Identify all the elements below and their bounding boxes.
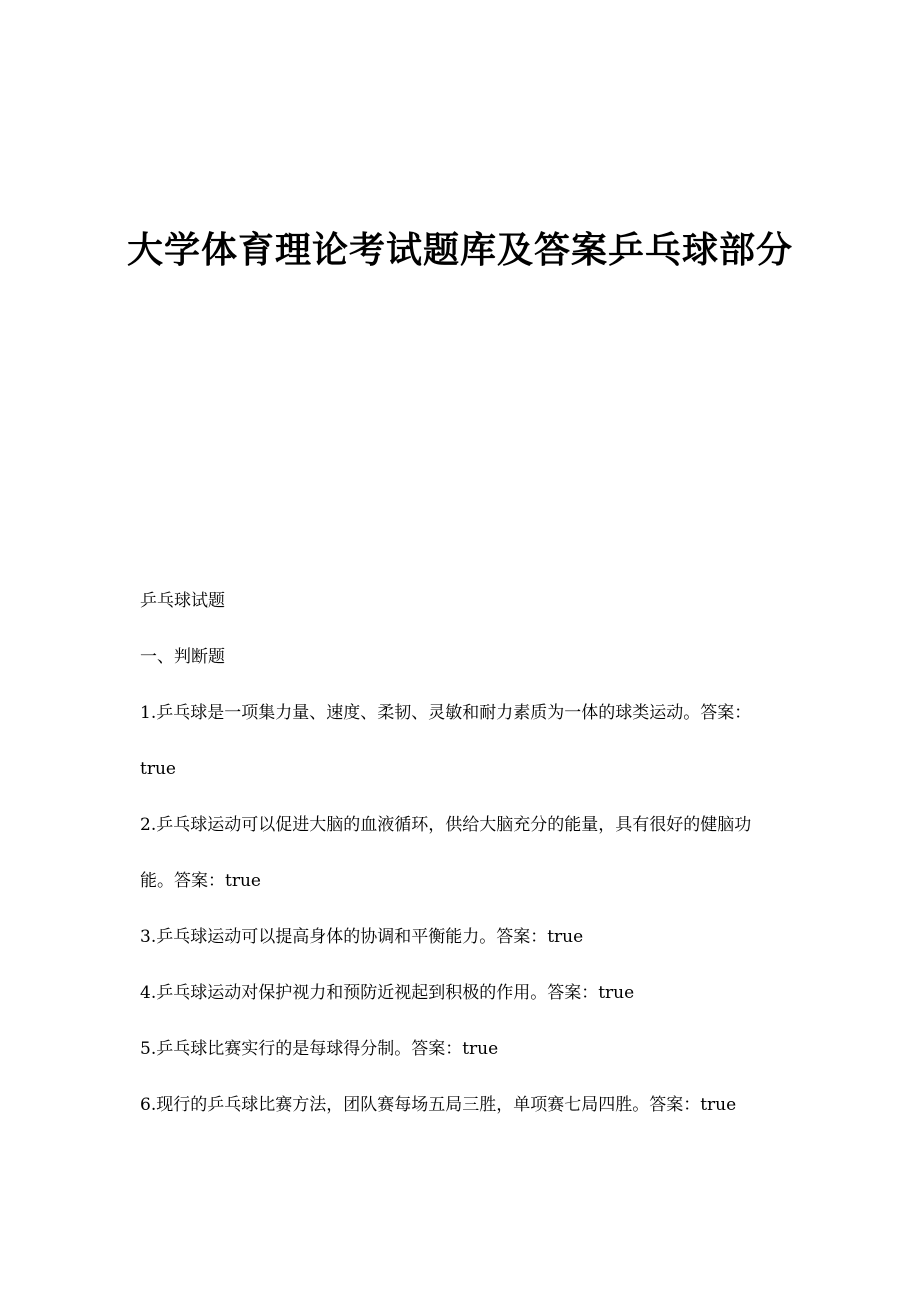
section-title: 乒乓球试题 bbox=[140, 591, 225, 611]
question-item: 5.乒乓球比赛实行的是每球得分制。答案：true bbox=[140, 1039, 499, 1059]
document-body bbox=[140, 573, 780, 1133]
question-item: 4.乒乓球运动对保护视力和预防近视起到积极的作用。答案：true bbox=[140, 983, 635, 1003]
question-item: 1.乒乓球是一项集力量、速度、柔韧、灵敏和耐力素质为一体的球类运动。答案：true bbox=[140, 703, 752, 779]
question-item: 2.乒乓球运动可以促进大脑的血液循环，供给大脑充分的能量，具有很好的健脑功能。答案：true bbox=[140, 815, 752, 891]
question-item: 6.现行的乒乓球比赛方法，团队赛每场五局三胜，单项赛七局四胜。答案：true bbox=[140, 1095, 737, 1115]
document-title: 大学体育理论考试题库及答案乒乓球部分 bbox=[126, 229, 793, 271]
subsection-title: 一、判断题 bbox=[140, 647, 225, 667]
question-item: 3.乒乓球运动可以提高身体的协调和平衡能力。答案：true bbox=[140, 927, 584, 947]
